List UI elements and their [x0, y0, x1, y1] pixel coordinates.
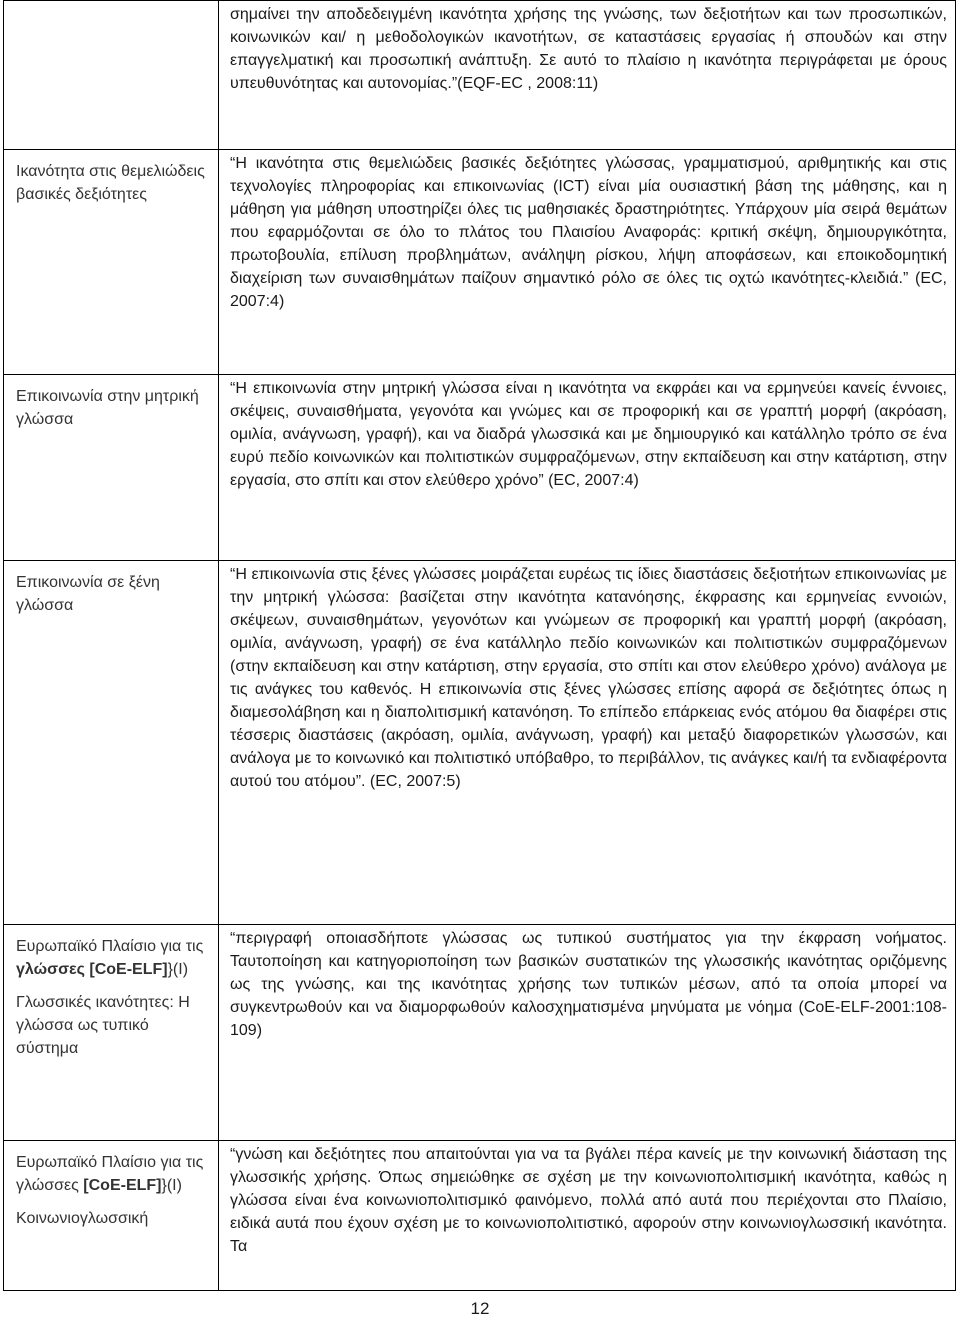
definition-text: “Η επικοινωνία στην μητρική γλώσσα είναι η ικανότητα να εκφράει και να ερμηνεύει κανείς έννοιες, σκέψεις, συναισθήματα, γεγονότα και γνώμες και σε προφορική και σε γραπτή μορφή (ακρόαση, ομιλία, ανάγνωση, γραφή), και να διαδρά γλωσσικά και με δημιουργικό και κατάλληλο τρόπο σε ένα ευρύ πεδίο κοινωνικών και πολιτιστικών συμφραζόμενων, στην εκπαίδευση και στην κατάρτιση, στην εργασία, στο σπίτι και στον ελεύθερο χρόνο” (EC, 2007:4) [230, 380, 947, 489]
definition-cell [219, 1141, 956, 1291]
term-cell [4, 375, 219, 561]
definition-text: σημαίνει την αποδεδειγμένη ικανότητα χρήσης της γνώσης, των δεξιοτήτων και των προσωπικών, κοινωνικών και/ η μεθοδολογικών ικανοτήτων, σε καταστάσεις εργασίας ή σπουδών και στην επαγγελματική και προσωπική ανάπτυξη. Σε αυτό το πλαίσιο η ικανότητα περιγράφεται με όρους υπευθυνότητας και αυτονομίας.”(EQF-EC , 2008:11) [230, 6, 947, 92]
table-row [4, 561, 956, 925]
term-subtext: Κοινωνιογλωσσική [16, 1210, 149, 1227]
definition-text: “Η επικοινωνία στις ξένες γλώσσες μοιράζεται ευρέως τις ίδιες διαστάσεις δεξιοτήτων επικοινωνίας με την μητρική γλώσσα: βασίζεται στην ικανότητα κατανόησης, έκφρασης και ερμηνείας εννοιών, σκέψεων, συναισθημάτων, γεγονότων και γνώμεων σε προφορική και γραπτή μορφή (ακρόαση, ομιλία, ανάγνωση, γραφή) σε ένα κατάλληλο πεδίο κοινωνικών και πολιτιστικών συμφραζόμενων (στην εκπαίδευση και στην κατάρτιση, στην εργασία, στο σπίτι και στον ελεύθερο χρόνο) ανάλογα με τις ανάγκες του καθενός. Η επικοινωνία στις ξένες γλώσσες επίσης αφορά σε δεξιότητες όπως η διαμεσολάβηση και η διαπολιτισμική κατανόηση. Το επίπεδο επάρκειας ενός ατόμου θα διαφέρει στις τέσσερις διαστάσεις (ακρόαση, ομιλία, ανάγνωση, γραφή) και μεταξύ διαφορετικών γλωσσών, και ανάλογα με το κοινωνικό και πολιτιστικό υπόβαθρο, το περιβάλλον, τις ανάγκες και/ή τα ενδιαφέροντα αυτού του ατόμου”. (EC, 2007:5) [230, 566, 947, 790]
term-cell [4, 150, 219, 375]
table-row [4, 375, 956, 561]
table-row [4, 1, 956, 150]
definition-cell [219, 150, 956, 375]
table-row [4, 1141, 956, 1291]
term-text: Επικοινωνία σε ξένη γλώσσα [16, 574, 160, 614]
term-text: Επικοινωνία στην μητρική γλώσσα [16, 388, 199, 428]
definition-text: “Η ικανότητα στις θεμελιώδεις βασικές δεξιότητες γλώσσας, γραμματισμού, αριθμητικής και στις τεχνολογίες πληροφορίας και επικοινωνίας (ICT) είναι μία ουσιαστική βάση της μάθησης, και η μάθηση για μάθηση υποστηρίζει όλες τις μαθησιακές δραστηριότητες. Υπάρχουν μία σειρά θεμάτων που εφαρμόζονται σε όλο το πλάτος του Πλαισίου Αναφοράς: κριτική σκέψη, δημιουργικότητα, πρωτοβουλία, επίλυση προβλημάτων, ανάληψη ρίσκου, λήψη αποφάσεων, και εποικοδομητική διαχείριση των συναισθημάτων παίζουν σημαντικό ρόλο σε όλες τις οχτώ ικανότητες-κλειδιά.” (EC, 2007:4) [230, 155, 947, 310]
definition-cell [219, 561, 956, 925]
term-cell [4, 925, 219, 1141]
term-cell [4, 561, 219, 925]
definition-cell [219, 1, 956, 150]
term-cell [4, 1141, 219, 1291]
definition-text: “γνώση και δεξιότητες που απαιτούνται για να τα βγάλει πέρα κανείς με την κοινωνική διάσταση της γλωσσικής χρήσης. Όπως σημειώθηκε σε σχέση με την κοινωνιοπολιτισμική ικανότητα, καθώς η γλώσσα είναι ένα κοινωνιοπολιτισμικό φαινόμενο, πολλά από αυτά που περιέχονται στο Πλαίσιο, ειδικά αυτά που έχουν σχέση με το κοινωνιοπολιτιστικό, αφορούν στην κοινωνιογλωσσική ικανότητα. Τα [230, 1146, 947, 1255]
table-row [4, 150, 956, 375]
definition-cell [219, 925, 956, 1141]
page-number: 12 [470, 1299, 490, 1318]
definition-cell [219, 375, 956, 561]
term-text: Ευρωπαϊκό Πλαίσιο για τις γλώσσες [CoE-ELF]}(I) [16, 938, 204, 978]
definition-text: “περιγραφή οποιασδήποτε γλώσσας ως τυπικού συστήματος για την έκφραση νοήματος. Ταυτοποίηση και κατηγοριοποίηση των βασικών συστατικών της γλωσσικής ικανότητας οριζόμενης ως της γνώσης, και της ικανότητας χρήσης των τυπικών μέσων, από τα οποία μπορεί να συγκεντρωθούν και να διαμορφωθούν καλοσχηματισμένα μηνύματα με νόημα (CoE-ELF-2001:108-109) [230, 930, 947, 1039]
term-text: Ευρωπαϊκό Πλαίσιο για τις γλώσσες [CoE-ELF]}(I) [16, 1154, 204, 1194]
term-subtext: Γλωσσικές ικανότητες: Η γλώσσα ως τυπικό σύστημα [16, 994, 190, 1057]
definitions-table [3, 0, 956, 1291]
table-row [4, 925, 956, 1141]
term-cell [4, 1, 219, 150]
term-text: Ικανότητα στις θεμελιώδεις βασικές δεξιότητες [16, 163, 205, 203]
